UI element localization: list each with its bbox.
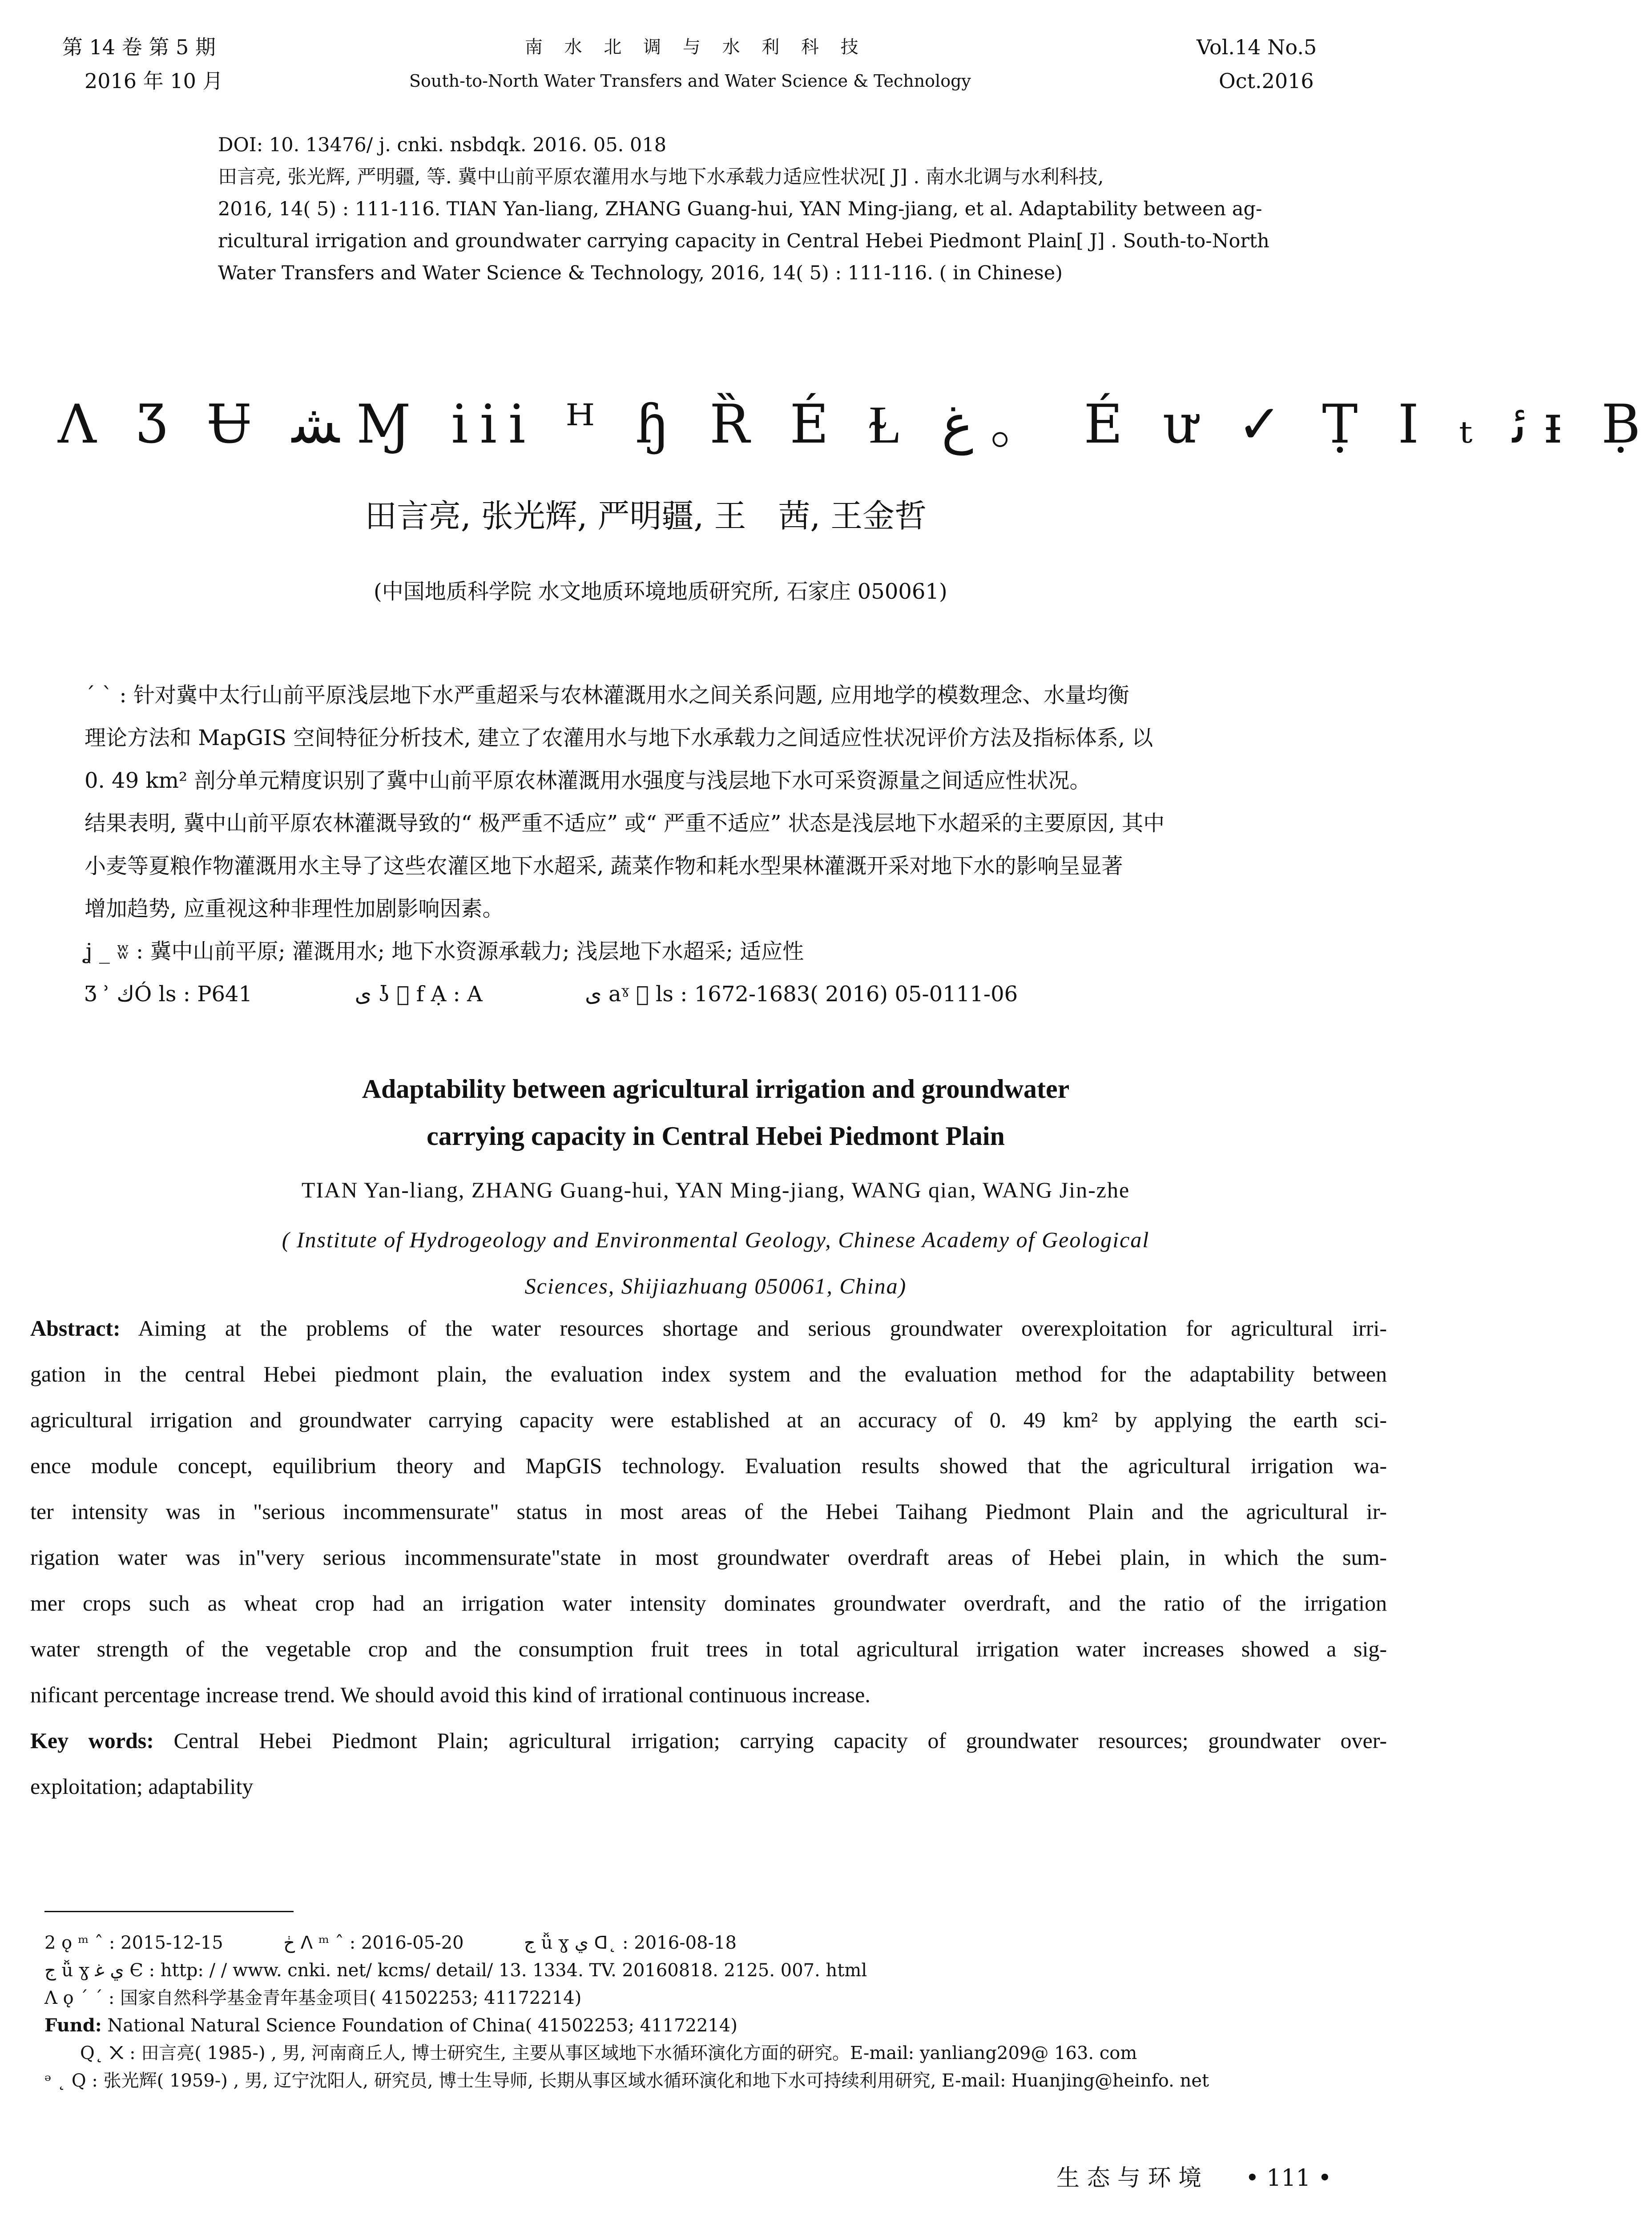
keywords-en-cont: exploitation; adaptability: [30, 1774, 254, 1799]
corresponding-author: 张光辉( 1959-) , 男, 辽宁沈阳人, 研究员, 博士生导师, 长期从事区域水循环演化和地下水可持续利用研究, E-mail: Huanjing@heinfo. net: [103, 2071, 1209, 2091]
online-url[interactable]: http: / / www. cnki. net/ kcms/ detail/ 13. 1334. TV. 20160818. 2125. 007. html: [160, 1960, 867, 1981]
header-date-en: Oct.2016: [1219, 69, 1314, 93]
footnote-fund-cn: [44, 1986, 581, 2010]
abstract-cn-line: 小麦等夏粮作物灌溉用水主导了这些农灌区地下水超采, 蔬菜作物和耗水型果林灌溉开采对地下水的影响呈显著: [85, 854, 1123, 878]
authors-en: TIAN Yan-liang, ZHANG Guang-hui, YAN Ming-jiang, WANG qian, WANG Jin-zhe: [301, 1177, 1130, 1202]
citation-line: ricultural irrigation and groundwater carrying capacity in Central Hebei Piedmont Plain[ J] . South-to-North: [218, 230, 1269, 252]
abstract-en-line: ter intensity was in "serious incommensurate" status in most areas of the Hebei Taihang Piedmont Plain and the agricultural ir-: [30, 1499, 1387, 1524]
classification-line: [85, 973, 1366, 1015]
abstract-en-line: gation in the central Hebei piedmont plain, the evaluation index system and the evaluation method for the adaptability between: [30, 1362, 1387, 1386]
footnote-first-author: [80, 2041, 1137, 2066]
abstract-en-line: ence module concept, equilibrium theory and MapGIS technology. Evaluation results showed that the agricultural irrigation wa-: [30, 1453, 1387, 1478]
affiliation-cn: (中国地质科学院 水文地质环境地质研究所, 石家庄 050061): [374, 579, 947, 604]
abstract-cn-line: 结果表明, 冀中山前平原农林灌溉导致的“ 极严重不适应” 或“ 严重不适应” 状态是浅层地下水超采的主要原因, 其中: [85, 811, 1165, 836]
online-date: 2016-08-18: [634, 1933, 737, 1953]
online-label: ج ǚ ɣ ي ᗡ˛ :: [524, 1933, 629, 1953]
footnote-divider: [44, 1911, 294, 1912]
title-en-line: carrying capacity in Central Hebei Piedmont Plain: [427, 1121, 1005, 1151]
keywords-en-label: Key words:: [30, 1728, 154, 1753]
fund-en: National Natural Science Foundation of China( 41502253; 41172214): [107, 2015, 737, 2036]
doc-code-value: A: [467, 982, 483, 1007]
revised-label: ڂ ᐱ ᵐ ˆ :: [283, 1933, 356, 1953]
abstract-en-line: water strength of the vegetable crop and the consumption fruit trees in total agricultural irrigation water increases showed a sig-: [30, 1636, 1387, 1661]
article-id-label: ى aˠ ⃞ ls :: [585, 982, 688, 1007]
abstract-en-line: mer crops such as wheat crop had an irrigation water intensity dominates groundwater overdraft, and the ratio of the irrigation: [30, 1591, 1387, 1616]
header-date-cn: 2016 年 10 月: [85, 69, 223, 93]
fund-cn: 国家自然科学基金青年基金项目( 41502253; 41172214): [120, 1988, 582, 2008]
footnote-corresponding-author: [44, 2068, 1209, 2093]
article-id-value: 1672-1683( 2016) 05-0111-06: [694, 982, 1018, 1007]
first-author: 田言亮( 1985-) , 男, 河南商丘人, 博士研究生, 主要从事区域地下水循环演化方面的研究。E-mail: yanliang209@ 163. com: [141, 2043, 1137, 2063]
affiliation-en-line: ( Institute of Hydrogeology and Environmental Geology, Chinese Academy of Geological: [282, 1227, 1150, 1252]
title-cn-garbled: Ʌ Ʒ Ʉ ﺸ Ɱ iii ᴴ ɧ Ȑ É Ɫ ﻍ 。 É ư ✓ Ṭ I ₜ ﺋ ᵻ Ḅ: [58, 394, 1652, 455]
doc-code-label: ى ʖ ⃞ f Ạ :: [355, 982, 460, 1007]
affiliation-en-line: Sciences, Shijiazhuang 050061, China): [524, 1273, 907, 1298]
header-volume-en: Vol.14 No.5: [1197, 35, 1317, 59]
keywords-cn-label: ʝ _ ʬ :: [85, 939, 144, 964]
citation-line: Water Transfers and Water Science & Technology, 2016, 14( 5) : 111-116. ( in Chinese): [218, 262, 1063, 284]
title-en: [0, 1065, 1431, 1160]
citation-line: 2016, 14( 5) : 111-116. TIAN Yan-liang, ZHANG Guang-hui, YAN Ming-jiang, et al. Adaptability between ag-: [218, 198, 1262, 220]
abstract-en-label: Abstract:: [30, 1316, 121, 1341]
citation-line: 田言亮, 张光辉, 严明疆, 等. 冀中山前平原农灌用水与地下水承载力适应性状况[ J] . 南水北调与水利科技,: [218, 166, 1104, 188]
page-number: • 111 •: [1245, 2165, 1332, 2192]
clc-label: Ʒ ʾ ﻙÓ ls :: [85, 982, 190, 1007]
abstract-en-line: agricultural irrigation and groundwater carrying capacity were established at an accuracy of 0. 49 km² by applying the earth sci-: [30, 1407, 1387, 1432]
citation-block: [218, 129, 1370, 289]
fund-cn-label: Ʌ ǫ ˊ ˊ :: [44, 1988, 115, 2008]
keywords-cn: 冀中山前平原; 灌溉用水; 地下水资源承载力; 浅层地下水超采; 适应性: [150, 939, 804, 964]
corresponding-label: ᵊ ˛ Q :: [44, 2071, 98, 2091]
section-name: 生 态 与 环 境: [1056, 2165, 1202, 2192]
abstract-cn-line: 针对冀中太行山前平原浅层地下水严重超采与农林灌溉用水之间关系问题, 应用地学的模数理念、水量均衡: [133, 683, 1129, 708]
doi: DOI: 10. 13476/ j. cnki. nsbdqk. 2016. 05. 018: [218, 134, 667, 156]
header-journal-cn: 南 水 北 调 与 水 利 科 技: [525, 37, 866, 57]
received-label: 2 ǫ ᵐ ˆ :: [44, 1933, 115, 1953]
url-label: ج ǚ ɣ ي ﻏ Є :: [44, 1960, 155, 1981]
abstract-cn-line: 增加趋势, 应重视这种非理性加剧影响因素。: [85, 896, 504, 921]
authors-cn: 田言亮, 张光辉, 严明疆, 王 茜, 王金哲: [365, 497, 927, 535]
abstract-en-line: rigation water was in"very serious incommensurate"state in most groundwater overdraft areas of Hebei plain, in which the sum-: [30, 1545, 1387, 1570]
revised-date: 2016-05-20: [361, 1933, 464, 1953]
fund-en-label: Fund:: [44, 2015, 102, 2036]
clc-value: P641: [197, 982, 253, 1007]
footnote-fund-en: [44, 2013, 737, 2038]
header-journal-en: South-to-North Water Transfers and Water Science & Technology: [409, 71, 971, 91]
footnote-url: [44, 1958, 867, 1983]
affiliation-en: [0, 1217, 1431, 1309]
title-en-line: Adaptability between agricultural irrigation and groundwater: [362, 1074, 1070, 1104]
footnote-dates: [44, 1930, 737, 1955]
abstract-en-line: nificant percentage increase trend. We should avoid this kind of irrational continuous increase.: [30, 1682, 870, 1707]
abstract-en-line: Aiming at the problems of the water resources shortage and serious groundwater overexploitation for agricultural irri-: [138, 1316, 1387, 1341]
first-author-label: Q˛ ᙭ :: [80, 2043, 136, 2063]
received-date: 2015-12-15: [121, 1933, 223, 1953]
abstract-cn-line: 理论方法和 MapGIS 空间特征分析技术, 建立了农灌用水与地下水承载力之间适应性状况评价方法及指标体系, 以: [85, 725, 1153, 750]
keywords-en: Central Hebei Piedmont Plain; agricultural irrigation; carrying capacity of groundwater resources; groundwater over-: [173, 1728, 1387, 1753]
abstract-cn-line: 0. 49 km² 剖分单元精度识别了冀中山前平原农林灌溉用水强度与浅层地下水可采资源量之间适应性状况。: [85, 768, 1091, 793]
abstract-en: [30, 1305, 1387, 1809]
abstract-cn: [85, 674, 1366, 1015]
header-volume-issue: 第 14 卷 第 5 期: [62, 35, 216, 59]
abstract-cn-label: ˊ ˋ :: [85, 683, 127, 708]
